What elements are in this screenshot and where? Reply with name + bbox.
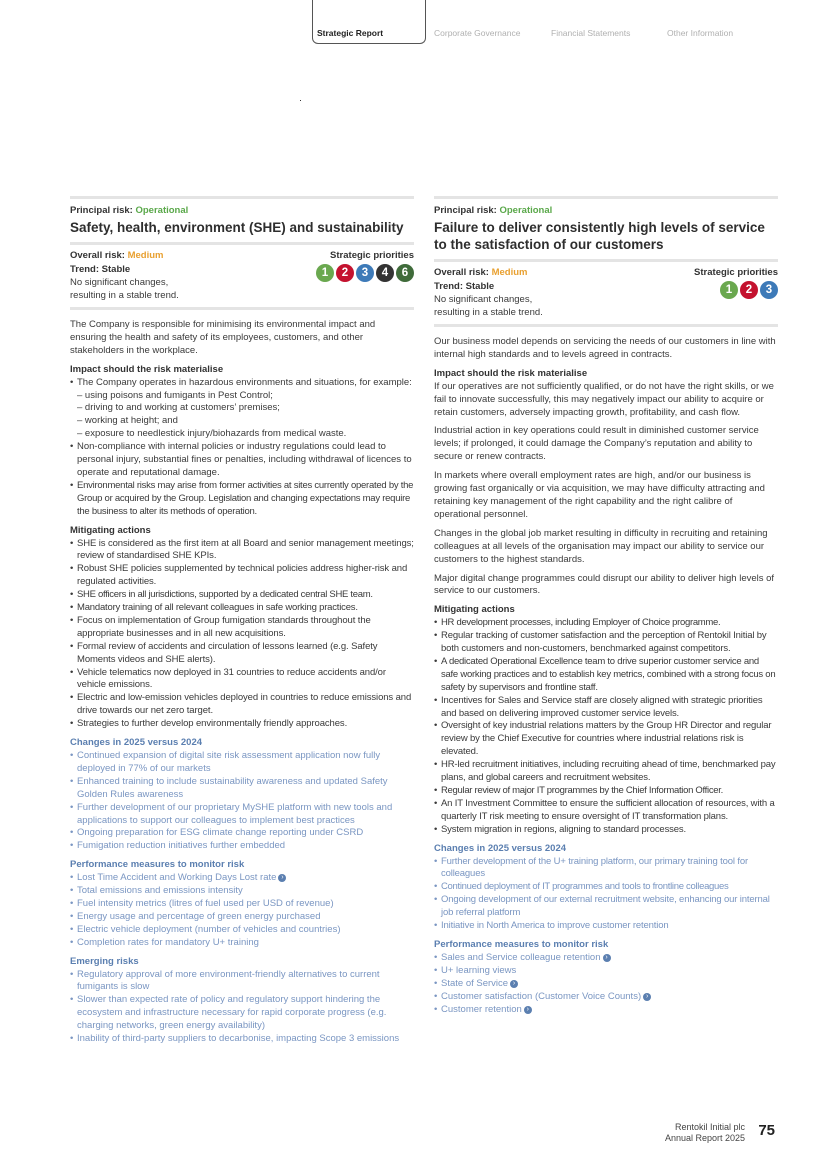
list-item: • A dedicated Operational Excellence team to drive superior customer service and safe working practices and to establish key metrics, combined with a strong focus on safety by supervisors and frontline staff.: [434, 656, 778, 695]
tab-corporate-governance[interactable]: Corporate Governance: [434, 28, 521, 38]
list-item: • Electric vehicle deployment (number of vehicles and countries): [70, 924, 414, 937]
priority-badge-2: 2: [740, 281, 758, 299]
divider: [434, 196, 778, 199]
kpi-link-icon[interactable]: ›: [278, 874, 286, 882]
list-item: • Environmental risks may arise from former activities at sites currently operated by the Group or acquired by the Group. Legislation and changing expectations may require the business to alter its methods of operation.: [70, 480, 414, 519]
intro-text: The Company is responsible for minimising its environmental impact and ensuring the health and safety of its employees, customers, and other stakeholders in the workplace.: [70, 319, 376, 356]
list-item: • Continued deployment of IT programmes and tools to frontline colleagues: [434, 881, 778, 894]
mitigating-list: [70, 538, 414, 732]
list-item: • State of Service ›: [434, 978, 778, 991]
strategic-priorities-label: Strategic priorities: [694, 267, 778, 278]
changes-heading: Changes in 2025 versus 2024: [70, 737, 203, 749]
risk-title: Safety, health, environment (SHE) and sustainability: [70, 220, 404, 235]
trend: Trend: Stable No significant changes, resulting in a stable trend.: [70, 264, 179, 301]
trend: Trend: Stable No significant changes, resulting in a stable trend.: [434, 281, 543, 318]
priority-badges: [316, 264, 414, 282]
priority-badge-3: 3: [760, 281, 778, 299]
divider: [70, 242, 414, 245]
list-item: • Regular tracking of customer satisfaction and the perception of Rentokil Initial by both customers and non-customers, benchmarked against competitors.: [434, 630, 778, 656]
mitigating-list: [434, 617, 778, 836]
list-item: • Customer satisfaction (Customer Voice Counts) ›: [434, 991, 778, 1004]
overall-risk: Overall risk: Medium: [434, 267, 528, 278]
list-item: – using poisons and fumigants in Pest Control;: [77, 389, 273, 401]
list-item: – driving to and working at customers’ premises;: [77, 402, 280, 414]
impact-paragraph: If our operatives are not sufficiently qualified, or do not have the right skills, or we fail to innovate successfully, this may negatively impact our ability to acquire or retain customers, adversely impacting growth, profitability, and cash flow.: [434, 380, 774, 418]
list-item: • Total emissions and emissions intensity: [70, 885, 414, 898]
list-item: • Continued expansion of digital site risk assessment application now fully deployed in 77% of our markets: [70, 750, 414, 776]
list-item: • Non-compliance with internal policies or industry regulations could lead to personal injury, substantial fines or penalties, including withdrawal of licences to operate and reputational damage.: [70, 441, 414, 480]
risk-meta: [70, 242, 414, 310]
priority-badge-1: 1: [720, 281, 738, 299]
list-item: • HR-led recruitment initiatives, including recruiting ahead of time, benchmarked pay plans, and global careers and recruitment websites.: [434, 759, 778, 785]
emerging-heading: Emerging risks: [70, 955, 139, 967]
list-item: • Strategies to further develop environmentally friendly approaches.: [70, 718, 414, 731]
list-item: • Vehicle telematics now deployed in 31 countries to reduce accidents and/or vehicle emissions.: [70, 667, 414, 693]
list-item: • Lost Time Accident and Working Days Lost rate ›: [70, 872, 414, 885]
page-number: 75: [758, 1122, 775, 1139]
risk-body: [70, 319, 414, 1046]
kpi-link-icon[interactable]: ›: [603, 954, 611, 962]
list-item: • Completion rates for mandatory U+ training: [70, 937, 414, 950]
list-item: • Further development of our proprietary MySHE platform with new tools and applications to support our colleagues to implement best practices: [70, 802, 414, 828]
list-item: • System migration in regions, aligning to standard processes.: [434, 824, 778, 837]
priority-badge-2: 2: [336, 264, 354, 282]
list-item: • An IT Investment Committee to ensure the sufficient allocation of resources, with a quarterly IT risk meeting to ensure oversight of IT transformation plans.: [434, 798, 778, 824]
risk-title: Failure to deliver consistently high levels of service to the satisfaction of our customers: [434, 220, 765, 252]
kpi-link-icon[interactable]: ›: [524, 1006, 532, 1014]
changes-list: [434, 856, 778, 933]
divider: [434, 259, 778, 262]
mitigating-heading: Mitigating actions: [434, 604, 515, 616]
kpi-link-icon[interactable]: ›: [643, 993, 651, 1001]
priority-badges: [720, 281, 778, 299]
mitigating-heading: Mitigating actions: [70, 524, 151, 536]
list-item: • Electric and low-emission vehicles deployed in countries to reduce emissions and drive towards our net zero target.: [70, 692, 414, 718]
changes-list: [70, 750, 414, 853]
list-item: • Energy usage and percentage of green energy purchased: [70, 911, 414, 924]
tab-financial-statements[interactable]: Financial Statements: [551, 28, 631, 38]
list-item: • SHE is considered as the first item at all Board and senior management meetings; review of standardised SHE KPIs.: [70, 538, 414, 564]
impact-heading: Impact should the risk materialise: [434, 367, 588, 379]
impact-paragraph: Major digital change programmes could disrupt our ability to deliver high levels of service to our customers.: [434, 572, 775, 597]
tab-other-information[interactable]: Other Information: [667, 28, 734, 38]
overall-risk: Overall risk: Medium: [70, 250, 164, 261]
impact-paragraph: Industrial action in key operations could result in diminished customer service levels; if prolonged, it could damage the Company’s reputation and ability to secure or renew contracts.: [434, 425, 759, 463]
priority-badge-4: 4: [376, 264, 394, 282]
risk-column-service: [434, 196, 778, 1020]
list-item: • Focus on implementation of Group fumigation standards throughout the appropriate businesses and in all new acquisitions.: [70, 615, 414, 641]
list-item: • Formal review of accidents and circulation of lessons learned (e.g. Safety Moments videos and SHE alerts).: [70, 641, 414, 667]
impact-paragraph: Changes in the global job market resulting in difficulty in recruiting and retaining colleagues at all levels of the organisation may impact our ability to service our customers to the highest standards.: [434, 527, 768, 565]
list-item: • Inability of third-party suppliers to decarbonise, impacting Scope 3 emissions: [70, 1033, 414, 1046]
list-item: • Regular review of major IT programmes by the Chief Information Officer.: [434, 785, 778, 798]
performance-heading: Performance measures to monitor risk: [434, 938, 609, 950]
stray-dot: [300, 100, 301, 101]
list-item: • Sales and Service colleague retention ›: [434, 952, 778, 965]
report-name: Annual Report 2025: [664, 1133, 745, 1143]
list-item: • Fumigation reduction initiatives further embedded: [70, 840, 414, 853]
list-item: • The Company operates in hazardous environments and situations, for example:: [70, 377, 414, 390]
list-item: – working at height; and: [77, 415, 178, 427]
principal-risk-label: Principal risk: Operational: [434, 205, 553, 216]
impact-paragraph: In markets where overall employment rates are high, and/or our business is growing fast organically or via acquisition, we may have difficulty attracting and retaining key management of the right capability and the right calibre of operational personnel.: [434, 470, 765, 520]
changes-heading: Changes in 2025 versus 2024: [434, 842, 567, 854]
performance-list: [70, 872, 414, 949]
performance-heading: Performance measures to monitor risk: [70, 859, 245, 871]
tab-strategic-report[interactable]: [312, 0, 426, 44]
list-item: • Oversight of key industrial relations matters by the Group HR Director and regular review by the Chief Executive for countries where industrial relations risk is elevated.: [434, 720, 778, 759]
list-item: • SHE officers in all jurisdictions, supported by a dedicated central SHE team.: [70, 589, 414, 602]
emerging-list: [70, 969, 414, 1046]
impact-list: [70, 377, 414, 519]
tab-label: Strategic Report: [317, 28, 384, 38]
section-nav: [0, 0, 825, 46]
divider: [70, 307, 414, 310]
divider: [434, 324, 778, 327]
list-item: • Enhanced training to include sustainability awareness and updated Safety Golden Rules awareness: [70, 776, 414, 802]
company-name: Rentokil Initial plc: [674, 1122, 745, 1132]
risk-meta: [434, 259, 778, 327]
principal-risk-label: Principal risk: Operational: [70, 205, 189, 216]
page-footer: [665, 1122, 775, 1144]
list-item: • Mandatory training of all relevant colleagues in safe working practices.: [70, 602, 414, 615]
risk-body: [434, 336, 778, 1016]
list-item: – exposure to needlestick injury/biohazards from medical waste.: [77, 428, 347, 440]
list-item: • Fuel intensity metrics (litres of fuel used per USD of revenue): [70, 898, 414, 911]
priority-badge-3: 3: [356, 264, 374, 282]
list-item: • Customer retention ›: [434, 1004, 778, 1017]
list-item: • HR development processes, including Employer of Choice programme.: [434, 617, 778, 630]
performance-list: [434, 952, 778, 1017]
list-item: • Robust SHE policies supplemented by technical policies address higher-risk and regulated activities.: [70, 563, 414, 589]
risk-column-she: [70, 196, 414, 1050]
list-item: • Ongoing development of our external recruitment website, enhancing our internal job referral platform: [434, 894, 778, 920]
list-item: • Incentives for Sales and Service staff are closely aligned with strategic priorities and based on delivering improved customer service levels.: [434, 695, 778, 721]
list-item: • Regulatory approval of more environment-friendly alternatives to current fumigants is slow: [70, 969, 414, 995]
kpi-link-icon[interactable]: ›: [510, 980, 518, 988]
list-item: • Initiative in North America to improve customer retention: [434, 920, 778, 933]
list-item: • Ongoing preparation for ESG climate change reporting under CSRD: [70, 827, 414, 840]
list-item: • Slower than expected rate of policy and regulatory support hindering the ecosystem and infrastructure necessary for rapid corporate progress (e.g. charging networks, green energy availability): [70, 994, 414, 1033]
divider: [70, 196, 414, 199]
list-item: • U+ learning views: [434, 965, 778, 978]
priority-badge-1: 1: [316, 264, 334, 282]
priority-badge-6: 6: [396, 264, 414, 282]
list-item: • Further development of the U+ training platform, our primary training tool for colleagues: [434, 856, 778, 882]
impact-heading: Impact should the risk materialise: [70, 363, 224, 375]
strategic-priorities-label: Strategic priorities: [330, 250, 414, 261]
intro-text: Our business model depends on servicing the needs of our customers in line with internal high standards and to levels agreed in contracts.: [434, 336, 776, 360]
